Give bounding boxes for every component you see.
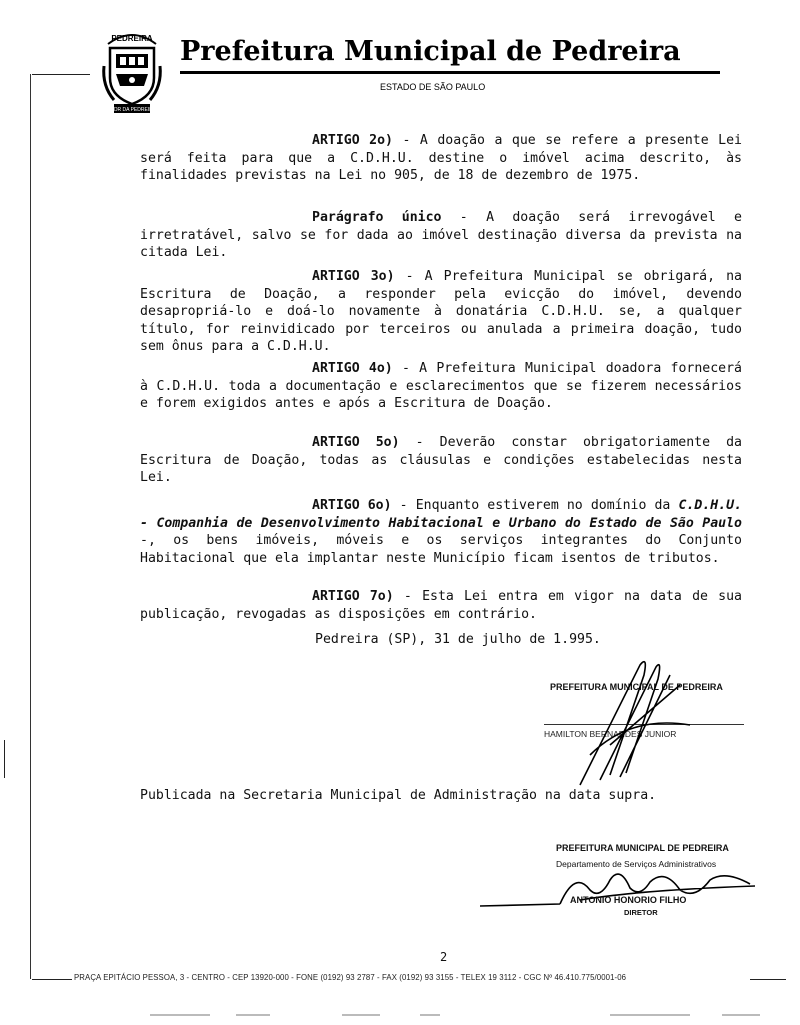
margin-vertical-line [30, 74, 31, 979]
signature-1-org: PREFEITURA MUNICIPAL DE PEDREIRA [550, 682, 723, 692]
article-5-text: - Deverão constar obrigatoriamente da Escritura de Doação, todas as cláusulas e condições estabelecidas nesta Lei. [140, 435, 742, 485]
article-6-label: ARTIGO 6o) [312, 498, 392, 513]
signature-2-name: ANTONIO HONORIO FILHO [570, 895, 687, 905]
article-6 [140, 497, 742, 567]
signature-2-org: PREFEITURA MUNICIPAL DE PEDREIRA [556, 843, 729, 853]
title-underline [180, 71, 720, 74]
article-4-text: - A Prefeitura Municipal doadora fornecerá à C.D.H.U. toda a documentação e esclarecimentos que se fizerem necessários e forem exigidos antes e após a Escritura de Doação. [140, 361, 742, 411]
article-6-text-b: -, os bens imóveis, móveis e os serviços integrantes do Conjunto Habitacional que ela implantar neste Município ficam isentos de tributos. [140, 533, 742, 566]
scan-artifacts [0, 1005, 800, 1021]
article-6-company: C.D.H.U. - Companhia de Desenvolvimento Habitacional e Urbano do Estado de São Paulo [140, 498, 742, 531]
municipal-crest-icon [100, 26, 164, 116]
article-3-label: ARTIGO 3o) [312, 269, 395, 284]
article-2-text: - A doação a que se refere a presente Lei será feita para que a C.D.H.U. destine o imóvel acima descrito, às finalidades previstas na Lei no 905, de 18 de dezembro de 1975. [140, 133, 742, 183]
article-5-label: ARTIGO 5o) [312, 435, 400, 450]
page-number: 2 [440, 950, 448, 964]
letterhead-title: Prefeitura Municipal de Pedreira [180, 36, 681, 67]
article-3-text: - A Prefeitura Municipal se obrigará, na Escritura de Doação, a responder pela evicção do imóvel, devendo desapropriá-lo e doá-lo novamente à donatária C.D.H.U. se, a qualquer título, for reinvidicado por terceiros ou anulada a primeira doação, tudo sem ônus para a C.D.H.U. [140, 269, 742, 354]
article-7-text: - Esta Lei entra em vigor na data de sua publicação, revogadas as disposições em contrário. [140, 589, 742, 622]
article-2-label: ARTIGO 2o) [312, 133, 393, 148]
signature-1-name: HAMILTON BERNARDES JUNIOR [544, 729, 677, 739]
margin-rule [32, 74, 90, 75]
letterhead-subtitle: ESTADO DE SÃO PAULO [380, 82, 486, 92]
article-6-text-a: - Enquanto estiverem no domínio da [391, 498, 679, 513]
crest-text: PEDREIRA [111, 34, 153, 43]
article-5 [140, 434, 742, 487]
article-7-label: ARTIGO 7o) [312, 589, 394, 604]
publication-note: Publicada na Secretaria Municipal de Administração na data supra. [140, 788, 657, 803]
sole-paragraph-text: - A doação será irrevogável e irretratável, salvo se for dada ao imóvel destinação diversa da prevista na citada Lei. [140, 210, 743, 260]
sole-paragraph [140, 209, 742, 262]
article-4-label: ARTIGO 4o) [312, 361, 393, 376]
binding-mark [4, 740, 5, 778]
article-4 [140, 360, 742, 413]
article-2 [140, 132, 742, 185]
footer-rule-left [32, 979, 72, 980]
footer-rule-right [750, 979, 786, 980]
footer-address: PRAÇA EPITÁCIO PESSOA, 3 - CENTRO - CEP 13920-000 - FONE (0192) 93 2787 - FAX (0192) 93 3155 - TELEX 19 3112 - CGC Nº 46.410.775/0001-06 [74, 973, 627, 982]
sole-paragraph-label: Parágrafo único [312, 210, 442, 225]
signature-2-title: DIRETOR [624, 908, 658, 917]
handwritten-signature-1 [570, 655, 700, 790]
article-7 [140, 588, 742, 623]
crest-motto: FLOR DA PEDREIRA [107, 107, 157, 113]
place-date: Pedreira (SP), 31 de julho de 1.995. [315, 632, 601, 647]
signature-2-dept: Departamento de Serviços Administrativos [556, 859, 717, 869]
article-3 [140, 268, 742, 356]
